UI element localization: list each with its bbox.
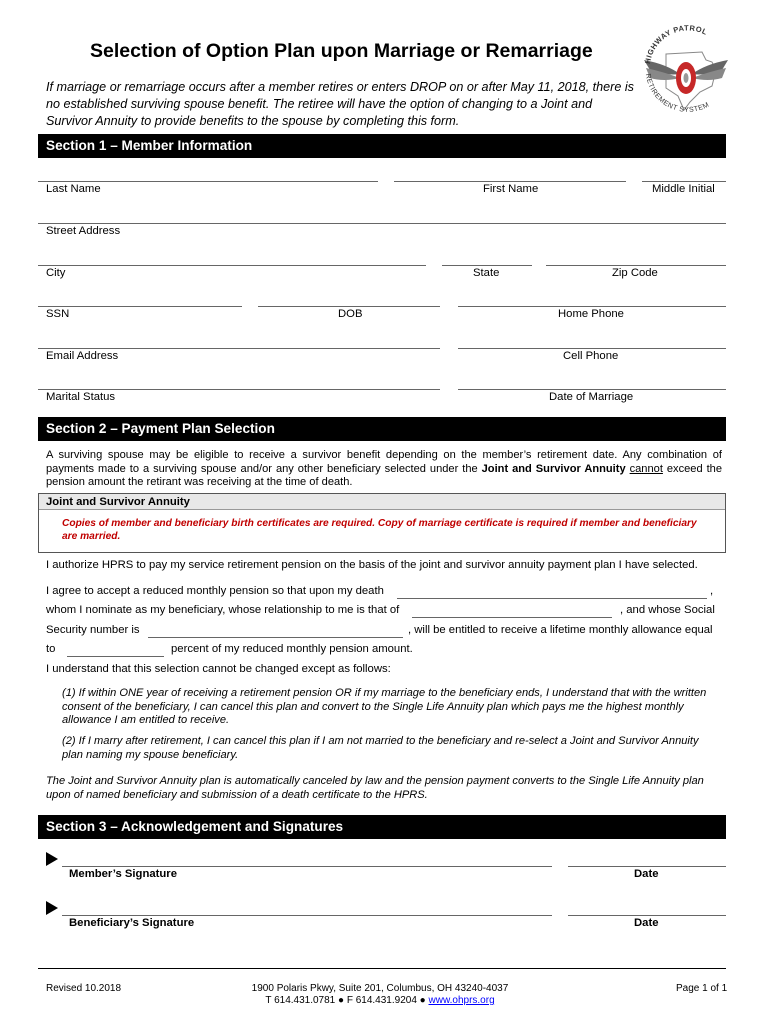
ssn-label: SSN <box>46 308 70 320</box>
page-number: Page 1 of 1 <box>676 983 728 994</box>
understand-text: I understand that this selection cannot be changed except as follows: <box>46 663 391 675</box>
beneficiary-date-label: Date <box>634 917 659 929</box>
middle-initial-label: Middle Initial <box>652 183 715 195</box>
home-phone-line[interactable] <box>458 306 726 307</box>
agree-text-4-end: percent of my reduced monthly pension amount. <box>171 643 413 655</box>
relationship-line[interactable] <box>412 617 612 618</box>
page-title: Selection of Option Plan upon Marriage or Remarriage <box>90 40 593 62</box>
city-line[interactable] <box>38 265 426 266</box>
authorize-text: I authorize HPRS to pay my service retirement pension on the basis of the joint and survivor annuity payment plan I have selected. <box>46 559 698 571</box>
exception-item-1: (1) If within ONE year of receiving a retirement pension OR if my marriage to the beneficiary ends, I understand that with the written consent of the beneficiary, I can cancel this plan and convert to the Single Life Annuity plan which pays me the highest monthly allowance I am entitled to receive. <box>62 687 707 727</box>
agree-text-2: whom I nominate as my beneficiary, whose relationship to me is that of <box>46 604 400 616</box>
first-name-label: First Name <box>483 183 539 195</box>
member-signature-line[interactable] <box>62 866 552 867</box>
street-address-line[interactable] <box>38 223 726 224</box>
footer-contact <box>200 983 560 1007</box>
email-line[interactable] <box>38 348 440 349</box>
sign-here-arrow-icon <box>46 852 58 866</box>
footer-address: 1900 Polaris Pkwy, Suite 201, Columbus, OH 43240-4037 <box>251 983 509 994</box>
dob-label: DOB <box>338 308 363 320</box>
agree-text-3: Security number is <box>46 624 140 636</box>
percent-line[interactable] <box>67 656 164 657</box>
beneficiary-name-line[interactable] <box>397 598 707 599</box>
intro-text: If marriage or remarriage occurs after a member retires or enters DROP on or after May 11, 2018, there is no established surviving spouse benefit. The retiree will have the option of changing to a Joint and Survivor Annuity to provide benefits to the spouse by completing this form. <box>46 80 634 128</box>
agree-text-3-end: , will be entitled to receive a lifetime monthly allowance equal <box>408 624 713 636</box>
member-date-line[interactable] <box>568 866 726 867</box>
closing-text: The Joint and Survivor Annuity plan is automatically canceled by law and the pension payment converts to the Single Life Annuity plan upon of named beneficiary and submission of a death certificate to the HPRS. <box>46 775 704 801</box>
marital-status-label: Marital Status <box>46 391 116 403</box>
sign-here-arrow-icon <box>46 901 58 915</box>
hprs-logo <box>636 12 736 122</box>
zip-label: Zip Code <box>612 267 658 279</box>
logo-bottom-text: RETIREMENT SYSTEM <box>643 73 711 114</box>
agree-text-4: to <box>46 643 56 655</box>
ssn-line[interactable] <box>38 306 242 307</box>
beneficiary-date-line[interactable] <box>568 915 726 916</box>
street-address-label: Street Address <box>46 225 121 237</box>
cell-phone-line[interactable] <box>458 348 726 349</box>
beneficiary-signature-label: Beneficiary’s Signature <box>69 917 195 929</box>
section3-header: Section 3 – Acknowledgement and Signatures <box>38 815 726 839</box>
beneficiary-ssn-line[interactable] <box>148 637 403 638</box>
agree-text-2-end: , and whose Social <box>620 604 715 616</box>
footer-phones-line: T 614.431.0781 ● F 614.431.9204 ● www.ohprs.org <box>265 995 495 1006</box>
exception-item-2: (2) If I marry after retirement, I can cancel this plan if I am not married to the beneficiary and re-select a Joint and Survivor Annuity plan naming my spouse beneficiary. <box>62 735 699 761</box>
logo-top-text: HIGHWAY PATROL <box>643 23 709 65</box>
svg-text:HIGHWAY PATROL <box>643 23 709 64</box>
home-phone-label: Home Phone <box>558 308 624 320</box>
section2-header: Section 2 – Payment Plan Selection <box>38 417 726 441</box>
footer-divider <box>38 968 726 969</box>
section1-header: Section 1 – Member Information <box>38 134 726 158</box>
first-name-line[interactable] <box>394 181 626 182</box>
cell-phone-label: Cell Phone <box>563 350 619 362</box>
member-signature-label: Member’s Signature <box>69 868 177 880</box>
state-line[interactable] <box>442 265 532 266</box>
date-of-marriage-line[interactable] <box>458 389 726 390</box>
last-name-line[interactable] <box>38 181 378 182</box>
website-link[interactable]: www.ohprs.org <box>428 995 495 1006</box>
agree-text-1: I agree to accept a reduced monthly pension so that upon my death <box>46 585 384 597</box>
section2-intro: A surviving spouse may be eligible to receive a survivor benefit depending on the member’s retirement date. Any combination of payments made to a surviving spouse and/or any other beneficiary selected under the Joint and Survivor Annuity cannot exceed the pension amount the retirant was receiving at the time of death. <box>46 449 723 489</box>
last-name-label: Last Name <box>46 183 101 195</box>
zip-line[interactable] <box>546 265 726 266</box>
joint-survivor-title: Joint and Survivor Annuity <box>39 494 725 510</box>
middle-initial-line[interactable] <box>642 181 726 182</box>
dob-line[interactable] <box>258 306 440 307</box>
revision-date: Revised 10.2018 <box>46 983 122 994</box>
date-of-marriage-label: Date of Marriage <box>549 391 634 403</box>
member-date-label: Date <box>634 868 659 880</box>
beneficiary-signature-line[interactable] <box>62 915 552 916</box>
agree-text-1-end: , <box>710 585 714 597</box>
state-label: State <box>473 267 500 279</box>
marital-status-line[interactable] <box>38 389 440 390</box>
email-label: Email Address <box>46 350 119 362</box>
city-label: City <box>46 267 66 279</box>
certificate-requirement-note: Copies of member and beneficiary birth certificates are required. Copy of marriage certificate is required if member and beneficiary are married. <box>62 518 697 542</box>
